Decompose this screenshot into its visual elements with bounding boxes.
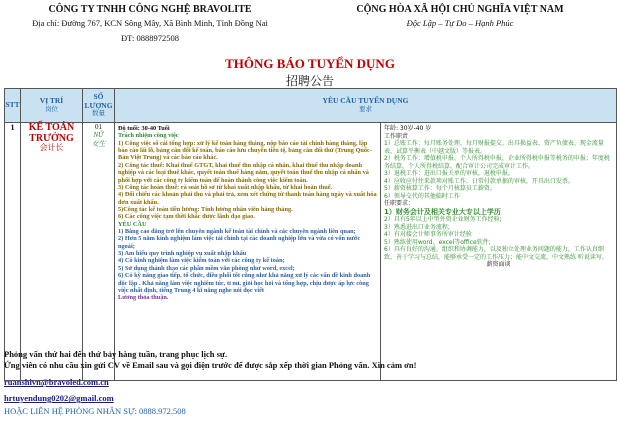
duty-item-chinese: 5）薪资核算工作：每个月核算员工薪资。: [384, 185, 496, 192]
requirement-item: 6) Có kỹ năng giao tiếp, tổ chức, điều phối tốt cũng như khả năng xử lý các vấn đề kinh doanh độc lập . Khả năng làm việc nghiêm túc, tỉ mỉ, giỏi học hỏi và tổng hợp, chịu được áp lực công việc nhất định, tiếng Trung 4 kĩ năng nghe nói đọc viết: [118, 272, 371, 294]
duty-item: 4) Đối chiếu các khoản phải thu và phải trả, xem xét chứng từ thanh toán hàng ngày và xuất hóa đơn xuất khẩu.: [118, 191, 377, 206]
requirement-item-chinese: 2）具有5年以上中型外资企业财务工作经验;: [384, 216, 502, 224]
duty-item-chinese: 4）应收应付往来款项对账工作，日常付款单据的审核，开具出口发票。: [384, 177, 574, 185]
requirement-item-chinese: 4）有对接会计师事务所审计经验: [384, 231, 472, 239]
national-motto: Độc Lập – Tự Do – Hạnh Phúc: [406, 18, 514, 28]
duty-item-chinese: 3）退税工作：进出口报关单的审核，退税申报。: [384, 170, 514, 177]
requirement-item-chinese: 5）熟练使用word、excel等office软件;: [384, 238, 491, 246]
salary-note-chinese: 薪资面谈: [486, 261, 511, 269]
email-link-2[interactable]: hrtuyendung0202@gmail.com: [4, 393, 114, 404]
duty-item: 1) Công việc sổ cái tổng hợp: xử lý kế toán hàng tháng, nộp báo cáo tài chính hàng tháng, lập báo cáo lãi lỗ, bảng cân đối kế toán, báo cáo lưu chuyển tiền tệ, bảng cân đối thử (Trung Quốc- Bản Việt Trung) và các báo cáo khác.: [118, 139, 372, 162]
company-name: CÔNG TY TNHH CÔNG NGHỆ BRAVOLITE: [48, 4, 252, 15]
company-header: [0, 4, 300, 43]
requirement-item: 3) Am hiểu quy trình nghiệp vụ xuất nhập khẩu: [118, 250, 247, 258]
duties-heading: Trách nhiệm công việc: [118, 132, 179, 140]
republic-title: CỘNG HÒA XÃ HỘI CHỦ NGHĨA VIỆT NAM: [356, 4, 564, 15]
header-requirements: YÊU CẦU TUYỂN DỤNG 要求: [115, 89, 617, 123]
header-stt: STT: [5, 89, 21, 123]
age-requirement: Độ tuổi: 30-40 Tuổi: [118, 125, 170, 132]
requirements-chinese: [381, 123, 617, 381]
salary-note: Lương thỏa thuận.: [118, 294, 169, 302]
requirement-item: 1) Bằng cao đẳng trở lên chuyên ngành kế toán tài chính và các chuyên ngành liên quan;: [118, 228, 356, 236]
requirement-item-chinese: 1）财务会计及相关专业大专以上学历: [384, 207, 501, 216]
duty-item-chinese: 1）总账工作：每月账务处理、每月财报提交、出具损益表、资产负债表、现金流量表，试算平衡表（中越文版）等报表。: [384, 140, 604, 155]
position-title: KẾ TOÁN TRƯỞNG: [28, 122, 75, 144]
requirement-item-chinese: 6）具有良好的沟通、组织和协调能力，以及独立处理业务问题的能力，工作认真细致，善于学习与总结，能够承受一定的工作压力；能中文交流，中文熟练 听说读写。: [384, 246, 608, 261]
row-position: [21, 123, 83, 381]
interview-note: Phỏng vấn thứ hai đến thứ bảy hàng tuần, trang phục lịch sự.: [4, 349, 228, 359]
row-quantity: [83, 123, 115, 381]
requirement-item-chinese: 3）熟悉进出口业务流程;: [384, 223, 450, 231]
duty-item: 3) Công tác hoàn thuế: rà soát hồ sơ từ khai xuất nhập khẩu, từ khai hoàn thuế.: [118, 183, 333, 191]
age-requirement-chinese: 年龄: 30岁-40 岁: [384, 125, 432, 132]
company-phone: ĐT: 0888972508: [121, 33, 179, 43]
requirement-item: 5) Sử dụng thành thạo các phần mềm văn phòng như word, excel;: [118, 264, 295, 272]
row-stt: 1: [5, 123, 21, 381]
duty-item: 6) Các công việc tạm thời khác được lãnh đạo giao.: [118, 213, 255, 221]
requirements-heading-chinese: 任职要求：: [384, 200, 415, 207]
gender-value-chinese: 女生: [91, 140, 106, 148]
footer: [4, 349, 616, 417]
company-address: Địa chỉ: Đường 767, KCN Sông Mây, Xã Bình Minh, Tỉnh Đồng Nai: [32, 18, 268, 28]
duty-item: 2) Công tác thuế: Khai thuế GTGT, khai thuế thu nhập cá nhân, khai thuế thu nhập doanh nghiệp và các loại thuế khác, quyết toán thuế hàng năm, quyết toán thuế thu nhập cá nhân và phối hợp với các công ty kiểm toán để hoàn thành công việc kiểm toán.: [118, 161, 369, 184]
job-table: [4, 88, 617, 381]
duty-item: 5)Công tác kế toán tiền lương: Tính lương nhân viên hàng tháng.: [118, 205, 293, 213]
national-header: [300, 4, 620, 28]
gender-value: NỮ: [93, 131, 104, 139]
position-title-chinese: 会计长: [39, 143, 64, 152]
quantity-value: 01: [95, 123, 102, 131]
requirement-item: 4) Có kinh nghiệm làm việc kiểm toán với các công ty kế toán;: [118, 257, 285, 265]
requirement-item: 2) Hơn 5 năm kinh nghiệm làm việc tài chính tại các doanh nghiệp lớn và vừa có vốn nước ngoài;: [118, 235, 361, 250]
table-row: [5, 123, 617, 381]
header-quantity: SỐ LƯỢNG 数量: [83, 89, 115, 123]
hr-contact: HOẶC LIÊN HỆ PHÒNG NHÂN SỰ: 0888.972.508: [4, 406, 186, 417]
page-title-chinese: 招聘公告: [285, 74, 334, 88]
email-link-1[interactable]: ruanshivn@bravoled.com.cn: [4, 377, 109, 388]
duty-item-chinese: 6）领导交代的其他临时工作: [384, 192, 460, 200]
duties-heading-chinese: 工作职责: [384, 132, 409, 140]
table-header-row: [5, 89, 617, 123]
page-title: THÔNG BÁO TUYỂN DỤNG: [225, 56, 395, 71]
duty-item-chinese: 2）税务工作：增值税申报、个人所得税申报，企业所得税申报等税务的申报；年度税务结算，个人所得税结算，配合审计公司完成审计工作。: [384, 155, 610, 170]
header-position: VỊ TRÍ 岗位: [21, 89, 83, 123]
requirements-vietnamese: [115, 123, 381, 381]
requirements-heading: YÊU CẦU: [118, 220, 147, 228]
application-note: Ứng viên có nhu cầu xin gửi CV về Email sau và gọi điện trước để được sắp xếp thời gian Phỏng vấn. Xin cảm ơn!: [4, 360, 417, 371]
